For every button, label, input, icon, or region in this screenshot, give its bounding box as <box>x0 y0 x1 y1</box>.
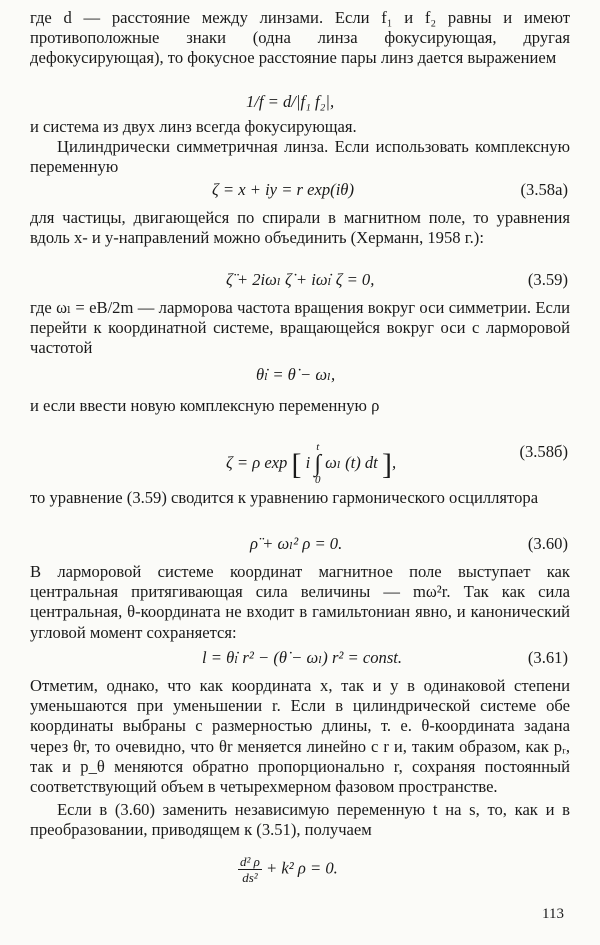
left-bracket: [ <box>291 447 302 481</box>
paragraph-lens-distance: где d — расстояние между линзами. Если f₁ и f₂ равны и имеют противоположные знаки (одна линза фокусирующая, другая дефокусирующая), то фокусное расстояние пары линз дается выражением <box>30 8 570 68</box>
equation-lhs: ζ = ρ exp <box>226 452 288 472</box>
paragraph-focusing-system: и система из двух линз всегда фокусирующая. <box>30 117 357 136</box>
equation-number: (3.60) <box>527 534 568 553</box>
equation-formula: θ̇ₗ = θ̇ − ωₗ, <box>256 365 336 384</box>
equation-theta-dot <box>0 365 600 389</box>
equation-number: (3.61) <box>527 648 568 667</box>
equation-number: (3.58б) <box>519 442 568 461</box>
right-bracket: ] <box>381 447 392 481</box>
page-number: 113 <box>542 906 564 922</box>
paragraph-new-variable: и если ввести новую комплексную переменную ρ <box>30 396 380 415</box>
equation-number: (3.59) <box>527 270 568 289</box>
paragraph-larmor-frequency: где ωₗ = eB/2m — ларморова частота вращения вокруг оси симметрии. Если перейти к координатной системе, вращающейся вокруг оси с ларморовой частотой <box>30 298 570 358</box>
equation-3-58b <box>0 428 600 486</box>
equation-3-59 <box>0 270 600 294</box>
paragraph-substitution: Если в (3.60) заменить независимую переменную t на s, то, как и в преобразовании, приводящем к (3.51), получаем <box>30 800 570 840</box>
equation-formula: l = θ̇ₗ r² − (θ̇ − ωₗ) r² = const. <box>202 648 403 667</box>
equation-focal-length <box>0 92 600 116</box>
equation-rest: + k² ρ = 0. <box>266 858 338 878</box>
equation-formula: ζ̈ + 2iωₗ ζ̇ + iω̇ₗ ζ = 0, <box>226 270 375 289</box>
equation-formula: 1/f = d/|f₁ f₂|, <box>246 92 335 111</box>
paragraph-cylindrical-lens: Цилиндрически симметричная линза. Если использовать комплексную переменную <box>30 137 570 177</box>
integrand: ωₗ (t) dt <box>325 452 378 472</box>
fraction-numerator: d² ρ <box>240 854 260 869</box>
equation-formula: ρ̈ + ωₗ² ρ = 0. <box>250 534 343 553</box>
paragraph-phase-space: Отметим, однако, что как координата x, так и y в одинаковой степени уменьшаются при уменьшении r. Если в цилиндрической системе обе координаты выбраны с размерностью длины, т. е. θ-координата задана через θr, то очевидно, что θr меняется линейно с r и, таким образом, как pᵣ, так и p_θ меняются обратно пропорционально r, сохраняя постоянный соответствующий объем в четырехмерном фазовом пространстве. <box>30 676 570 797</box>
equation-formula: ζ = x + iy = r exp(iθ) <box>212 180 354 199</box>
paragraph-larmor-system: В ларморовой системе координат магнитное поле выступает как центральная притягивающая сила величины — mω²r. Так как сила центральная, θ-координата не входит в гамильтониан явно, и канонический угловой момент сохраняется: <box>30 562 570 642</box>
derivative-fraction <box>238 854 262 885</box>
integral-upper-limit: t <box>316 441 320 453</box>
integral-sign: t ∫ 0 <box>314 441 322 486</box>
equation-3-60 <box>0 534 600 558</box>
equation-number: (3.58а) <box>520 180 568 199</box>
equation-3-58a <box>0 180 600 204</box>
paragraph-harmonic-oscillator: то уравнение (3.59) сводится к уравнению гармонического осциллятора <box>30 488 539 507</box>
equation-final <box>0 850 600 890</box>
paragraph-spiral-motion: для частицы, двигающейся по спирали в магнитном поле, то уравнения вдоль x- и y-направлений можно объединить (Херманн, 1958 г.): <box>30 208 570 248</box>
integral-lower-limit: 0 <box>314 474 321 486</box>
fraction-denominator: ds² <box>242 870 258 885</box>
equation-formula <box>238 854 338 885</box>
equation-3-61 <box>0 648 600 672</box>
equation-formula: ζ = ρ exp [ i t ∫ 0 ωₗ (t) dt ], <box>226 441 397 486</box>
